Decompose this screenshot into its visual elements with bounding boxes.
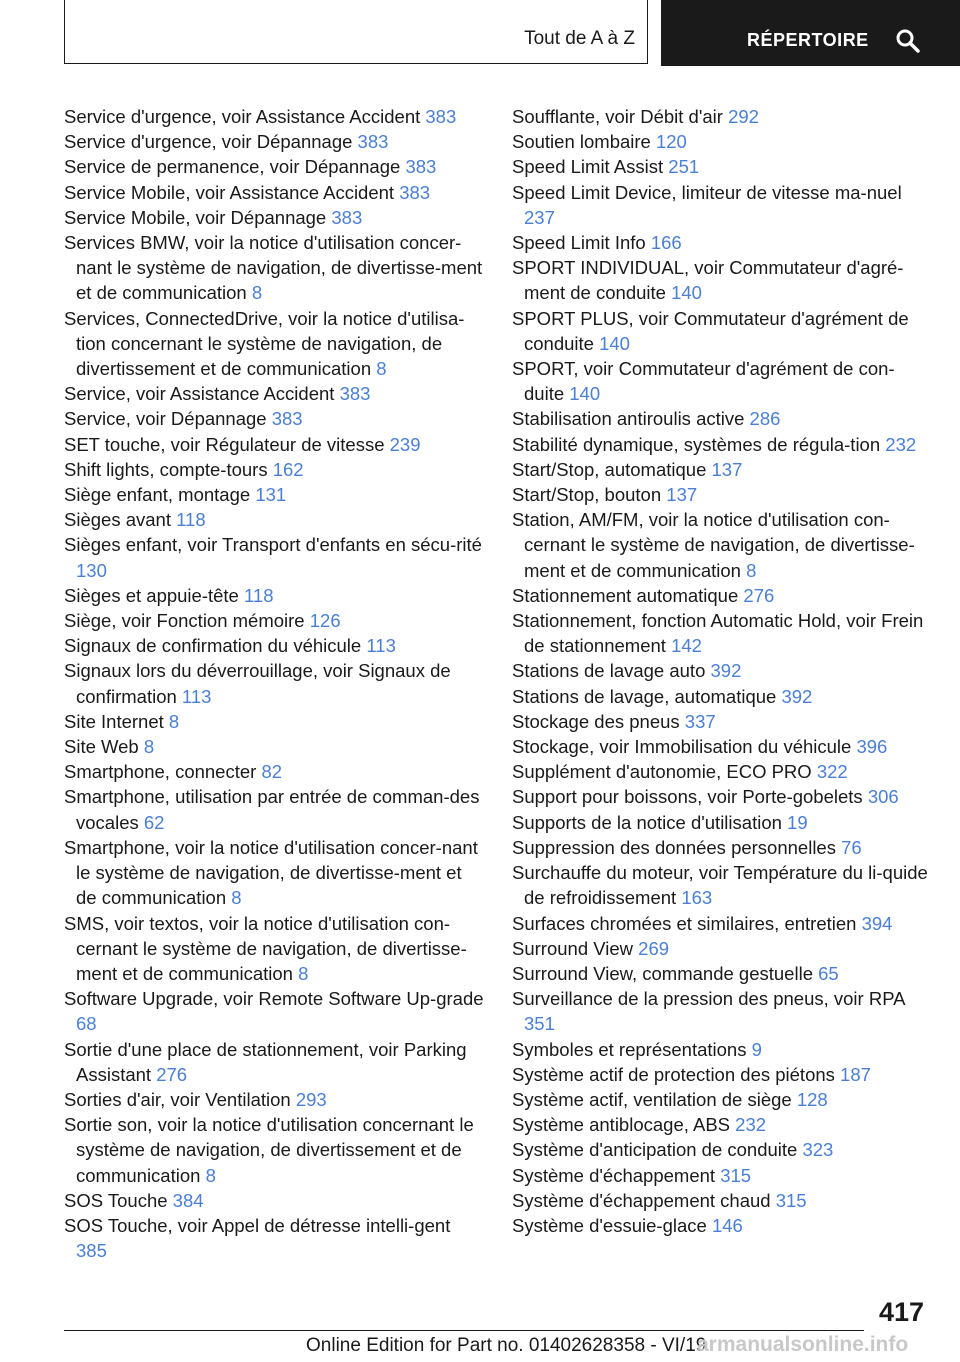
index-entry	[64, 1087, 484, 1112]
index-entry	[64, 709, 484, 734]
index-entry	[512, 1037, 932, 1062]
entry-text: Sortie d'une place de stationnement, voir Parking Assistant	[64, 1038, 467, 1085]
index-entry	[64, 457, 484, 482]
page-reference-link[interactable]: 137	[666, 484, 698, 506]
entry-text: Sortie son, voir la notice d'utilisation concernant le système de navigation, de divertissement et de communication	[64, 1114, 474, 1186]
entry-text: Service, voir Dépannage	[64, 408, 267, 430]
page-reference-link[interactable]: 315	[720, 1164, 752, 1186]
page-reference-link[interactable]: 394	[861, 912, 893, 934]
index-entry	[64, 583, 484, 608]
entry-text: Surchauffe du moteur, voir Température du li-quide de refroidissement	[512, 862, 928, 909]
entry-text: Stations de lavage auto	[512, 660, 706, 682]
page-reference-link[interactable]: 8	[251, 282, 263, 304]
index-entry	[512, 810, 932, 835]
index-entry	[512, 104, 932, 129]
page-reference-link[interactable]: 8	[746, 559, 757, 581]
page-reference-link[interactable]: 269	[638, 937, 670, 959]
page-reference-link[interactable]: 65	[818, 962, 839, 984]
page-reference-link[interactable]: 315	[775, 1189, 807, 1211]
entry-text: Stockage des pneus	[512, 710, 680, 732]
entry-text: Supplément d'autonomie, ECO PRO	[512, 761, 812, 783]
index-entry	[512, 1062, 932, 1087]
page-reference-link[interactable]: 120	[655, 131, 687, 153]
entry-text: Siège, voir Fonction mémoire	[64, 610, 305, 632]
index-entry	[512, 734, 932, 759]
entry-text: Surveillance de la pression des pneus, voir RPA	[512, 988, 905, 1010]
index-entry	[64, 1213, 484, 1263]
entry-text: Speed Limit Assist	[512, 156, 664, 178]
page-reference-link[interactable]: 351	[524, 1013, 555, 1035]
repertoire-label: RÉPERTOIRE	[747, 30, 869, 50]
index-entry	[64, 1188, 484, 1213]
entry-text: Services BMW, voir la notice d'utilisation concer-nant le système de navigation, de divertisse-ment et de communication	[64, 232, 483, 304]
index-entry	[512, 1188, 932, 1213]
section-tab	[64, 0, 648, 64]
index-entry	[512, 129, 932, 154]
index-entry	[512, 457, 932, 482]
page-reference-link[interactable]: 8	[168, 710, 180, 732]
page-reference-link[interactable]: 237	[524, 206, 555, 228]
page-number: 417	[878, 1297, 924, 1327]
section-label: Tout de A à Z	[524, 28, 635, 49]
page-reference-link[interactable]: 396	[856, 736, 888, 758]
index-entry	[512, 784, 932, 809]
page-reference-link[interactable]: 187	[840, 1063, 871, 1085]
search-icon[interactable]	[895, 28, 921, 54]
page-reference-link[interactable]: 19	[787, 811, 808, 833]
entry-text: Système d'échappement	[512, 1164, 716, 1186]
index-entry	[512, 406, 932, 431]
entry-text: SPORT, voir Commutateur d'agrément de con-duite	[512, 358, 895, 405]
entry-text: Station, AM/FM, voir la notice d'utilisation con-cernant le système de navigation, de divertisse-ment et de communication	[512, 509, 915, 581]
entry-text: Service, voir Assistance Accident	[64, 383, 335, 405]
index-entry	[512, 1087, 932, 1112]
page-reference-link[interactable]: 251	[668, 156, 700, 178]
entry-text: Surround View	[512, 937, 634, 959]
repertoire-tab[interactable]	[661, 0, 960, 66]
index-entry	[512, 608, 932, 658]
page-reference-link[interactable]: 140	[671, 282, 702, 304]
page-reference-link[interactable]: 286	[749, 408, 781, 430]
index-entry	[64, 608, 484, 633]
page-reference-link[interactable]: 322	[816, 761, 848, 783]
page-reference-link[interactable]: 118	[244, 584, 274, 606]
page-reference-link[interactable]: 140	[599, 332, 630, 354]
entry-text: Système d'essuie-glace	[512, 1214, 707, 1236]
index-entry	[64, 532, 484, 582]
index-entry	[512, 860, 932, 910]
entry-text: Symboles et représentations	[512, 1038, 747, 1060]
index-entry	[512, 911, 932, 936]
page-reference-link[interactable]: 142	[671, 635, 702, 657]
index-entry	[512, 658, 932, 683]
page-reference-link[interactable]: 82	[261, 761, 283, 783]
page-reference-link[interactable]: 384	[172, 1189, 204, 1211]
entry-text: Start/Stop, bouton	[512, 484, 662, 506]
entry-text: Siège enfant, montage	[64, 484, 251, 506]
entry-text: Start/Stop, automatique	[512, 458, 707, 480]
page-reference-link[interactable]: 163	[681, 887, 713, 909]
index-entry	[512, 961, 932, 986]
index-entry	[64, 658, 484, 708]
page-reference-link[interactable]: 383	[425, 106, 457, 127]
page-reference-link[interactable]: 131	[255, 484, 287, 506]
index-column-left	[64, 104, 484, 1263]
entry-text: Soufflante, voir Débit d'air	[512, 106, 723, 127]
page-reference-link[interactable]: 383	[357, 131, 389, 153]
index-entry	[512, 1213, 932, 1238]
page-reference-link[interactable]: 292	[728, 106, 759, 127]
entry-text: Surround View, commande gestuelle	[512, 962, 813, 984]
page-header	[0, 0, 960, 66]
entry-text: Supports de la notice d'utilisation	[512, 811, 782, 833]
page-reference-link[interactable]: 62	[143, 811, 165, 833]
entry-text: Stationnement, fonction Automatic Hold, voir Frein de stationnement	[512, 610, 924, 657]
page-reference-link[interactable]: 323	[802, 1139, 834, 1161]
entry-text: SOS Touche, voir Appel de détresse intelli-gent	[64, 1214, 451, 1236]
page-reference-link[interactable]: 306	[867, 786, 899, 808]
index-entry	[512, 482, 932, 507]
page-reference-link[interactable]: 383	[339, 383, 371, 405]
index-entry	[64, 406, 484, 431]
page-reference-link[interactable]: 137	[711, 458, 743, 480]
index-entry	[512, 1137, 932, 1162]
page-reference-link[interactable]: 232	[735, 1114, 767, 1136]
index-entry	[512, 936, 932, 961]
page-reference-link[interactable]: 166	[650, 232, 682, 254]
index-entry	[64, 482, 484, 507]
page-reference-link[interactable]: 113	[366, 635, 396, 657]
page-reference-link[interactable]: 293	[295, 1088, 327, 1110]
entry-text: Smartphone, voir la notice d'utilisation concer-nant le système de navigation, de divertisse-ment et de communication	[64, 836, 478, 909]
page-reference-link[interactable]: 76	[841, 836, 862, 858]
index-entry	[64, 633, 484, 658]
page-reference-link[interactable]: 8	[143, 736, 155, 758]
entry-text: Services, ConnectedDrive, voir la notice d'utilisa-tion concernant le système de navigation, de divertissement et de communication	[64, 307, 465, 380]
index-entry	[64, 986, 484, 1036]
page-reference-link[interactable]: 232	[885, 433, 917, 455]
entry-text: Service d'urgence, voir Dépannage	[64, 131, 353, 153]
index-entry	[512, 1112, 932, 1137]
entry-text: Smartphone, connecter	[64, 761, 257, 783]
entry-text: Stabilisation antiroulis active	[512, 408, 745, 430]
index-entry	[512, 507, 932, 583]
edition-text: Online Edition for Part no. 01402628358 - VI/19	[306, 1335, 707, 1356]
index-entry	[64, 911, 484, 987]
entry-text: Système actif, ventilation de siège	[512, 1088, 792, 1110]
page-reference-link[interactable]: 276	[156, 1063, 188, 1085]
entry-text: SOS Touche	[64, 1189, 168, 1211]
entry-text: Service Mobile, voir Assistance Accident	[64, 181, 395, 203]
index-entry	[64, 205, 484, 230]
index-entry	[512, 154, 932, 179]
index-entry	[64, 734, 484, 759]
index-entry	[512, 432, 932, 457]
page-reference-link[interactable]: 9	[751, 1038, 762, 1060]
entry-text: Smartphone, utilisation par entrée de comman-des vocales	[64, 786, 480, 833]
page-reference-link[interactable]: 8	[205, 1164, 216, 1186]
entry-text: Stationnement automatique	[512, 584, 739, 606]
index-entry	[512, 684, 932, 709]
entry-text: Signaux lors du déverrouillage, voir Signaux de confirmation	[64, 660, 451, 707]
entry-text: Système actif de protection des piétons	[512, 1063, 835, 1085]
page-reference-link[interactable]: 383	[331, 206, 363, 228]
index-entry	[64, 507, 484, 532]
page-reference-link[interactable]: 68	[76, 1013, 97, 1035]
page-reference-link[interactable]: 128	[796, 1088, 828, 1110]
index-entry	[512, 230, 932, 255]
index-entry	[512, 709, 932, 734]
page-reference-link[interactable]: 140	[569, 383, 601, 405]
entry-text: Système d'anticipation de conduite	[512, 1139, 798, 1161]
index-entry	[512, 356, 932, 406]
index-entry	[64, 230, 484, 306]
entry-text: Stockage, voir Immobilisation du véhicule	[512, 736, 852, 758]
entry-text: Sorties d'air, voir Ventilation	[64, 1088, 291, 1110]
page-reference-link[interactable]: 337	[684, 710, 716, 732]
index-entry	[64, 759, 484, 784]
index-entry	[64, 432, 484, 457]
entry-text: Soutien lombaire	[512, 131, 651, 153]
index-entry	[64, 180, 484, 205]
entry-text: Shift lights, compte-tours	[64, 458, 268, 480]
entry-text: Stations de lavage, automatique	[512, 685, 777, 707]
page-reference-link[interactable]: 239	[389, 433, 421, 455]
entry-text: Stabilité dynamique, systèmes de régula-tion	[512, 433, 881, 455]
index-entry	[512, 759, 932, 784]
index-entry	[512, 583, 932, 608]
page-reference-link[interactable]: 383	[271, 408, 303, 430]
entry-text: SPORT PLUS, voir Commutateur d'agrément de conduite	[512, 307, 909, 354]
page-reference-link[interactable]: 126	[309, 610, 341, 632]
entry-text: SMS, voir textos, voir la notice d'utilisation con-cernant le système de navigation, de divertisse-ment et de communication	[64, 912, 467, 984]
entry-text: Service d'urgence, voir Assistance Accident	[64, 106, 421, 127]
page-reference-link[interactable]: 113	[181, 685, 212, 707]
page-reference-link[interactable]: 392	[781, 685, 813, 707]
entry-text: Speed Limit Device, limiteur de vitesse ma-nuel	[512, 181, 902, 203]
page-reference-link[interactable]: 8	[298, 962, 309, 984]
entry-text: Sièges et appuie-tête	[64, 584, 239, 606]
entry-text: Speed Limit Info	[512, 232, 646, 254]
entry-text: Sièges avant	[64, 509, 171, 531]
page-reference-link[interactable]: 276	[743, 584, 775, 606]
entry-text: Site Internet	[64, 710, 164, 732]
entry-text: Surfaces chromées et similaires, entretien	[512, 912, 857, 934]
index-entry	[512, 1163, 932, 1188]
entry-text: Système d'échappement chaud	[512, 1189, 771, 1211]
index-entry	[64, 154, 484, 179]
page-reference-link[interactable]: 392	[710, 660, 742, 682]
index-entry	[512, 835, 932, 860]
entry-text: SPORT INDIVIDUAL, voir Commutateur d'agré-ment de conduite	[512, 257, 904, 304]
index-column-right	[512, 104, 932, 1238]
index-entry	[64, 784, 484, 834]
page-reference-link[interactable]: 146	[711, 1214, 743, 1236]
page-reference-link[interactable]: 385	[76, 1240, 107, 1262]
watermark-logo: armanualsonline.info	[697, 1333, 909, 1356]
page-reference-link[interactable]: 383	[399, 181, 431, 203]
entry-text: Service Mobile, voir Dépannage	[64, 206, 327, 228]
page-reference-link[interactable]: 383	[405, 156, 437, 178]
index-entry	[512, 180, 932, 230]
index-entry	[64, 306, 484, 382]
entry-text: Site Web	[64, 736, 139, 758]
index-entry	[64, 1112, 484, 1188]
page-reference-link[interactable]: 162	[272, 458, 304, 480]
page-reference-link[interactable]: 8	[376, 358, 387, 380]
entry-text: Signaux de confirmation du véhicule	[64, 635, 362, 657]
index-entry	[512, 986, 932, 1036]
entry-text: Suppression des données personnelles	[512, 836, 836, 858]
page-reference-link[interactable]: 118	[176, 509, 206, 531]
index-entry	[64, 1037, 484, 1087]
index-entry	[64, 835, 484, 911]
entry-text: Système antiblocage, ABS	[512, 1114, 731, 1136]
index-entry	[512, 255, 932, 305]
entry-text: Sièges enfant, voir Transport d'enfants en sécu-rité	[64, 534, 482, 556]
index-entry	[64, 381, 484, 406]
index-entry	[64, 129, 484, 154]
page-reference-link[interactable]: 130	[76, 559, 107, 581]
footer-divider	[64, 1330, 864, 1331]
entry-text: SET touche, voir Régulateur de vitesse	[64, 433, 385, 455]
index-entry	[64, 104, 484, 129]
entry-text: Service de permanence, voir Dépannage	[64, 156, 401, 178]
entry-text: Support pour boissons, voir Porte-gobelets	[512, 786, 863, 808]
page-reference-link[interactable]: 8	[231, 887, 242, 909]
index-entry	[512, 306, 932, 356]
entry-text: Software Upgrade, voir Remote Software Up-grade	[64, 988, 484, 1010]
